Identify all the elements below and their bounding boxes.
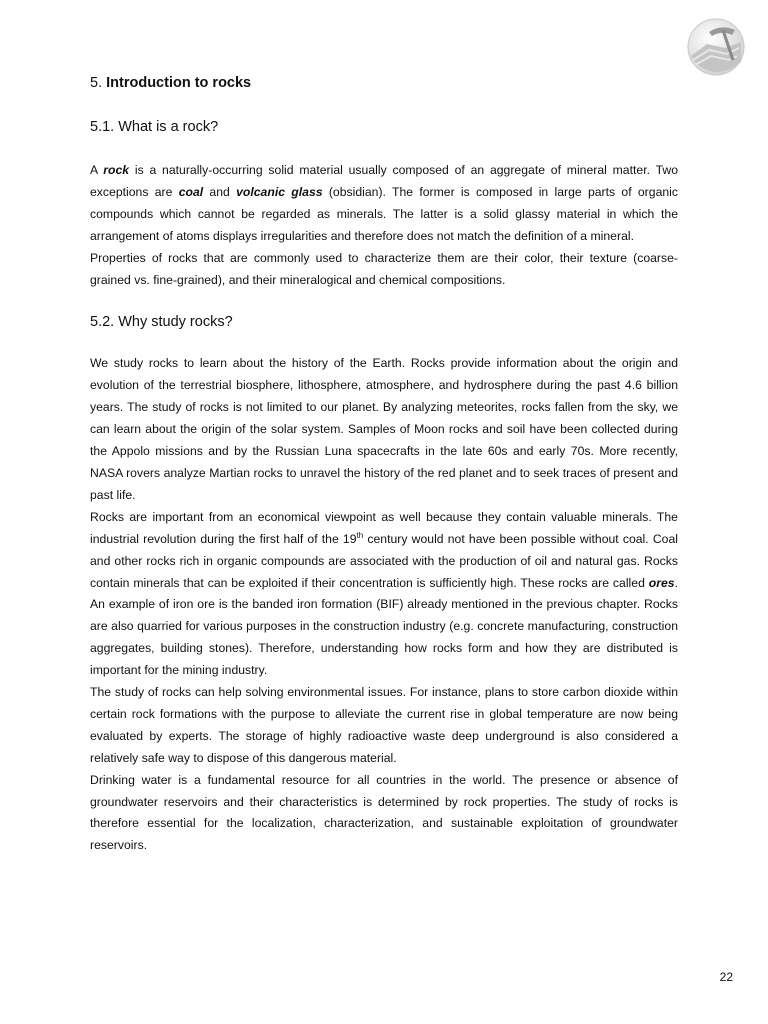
page-content — [90, 72, 678, 857]
paragraph-rock-definition: A rock is a naturally-occurring solid material usually composed of an aggregate of mineral matter. Two exceptions are coal and volcanic glass (obsidian). The former is composed in large parts of organic compounds which cannot be regarded as minerals. The latter is a solid glassy material in which the arrangement of atoms displays irregularities and therefore does not match the definition of a mineral. — [90, 163, 679, 243]
section-5-1-heading: 5.1. What is a rock? — [90, 119, 219, 135]
term-volcanic-glass: volcanic glass — [236, 184, 323, 199]
term-rock: rock — [103, 163, 130, 177]
term-coal: coal — [178, 184, 204, 199]
paragraph-economic: Rocks are important from an economical viewpoint as well because they contain valuable minerals. The industrial revolution during the first half of the 19th century would not have been possible without coal. Coal and other rocks rich in organic compounds are associated with the production of oil and natural gas. Rocks contain minerals that can be exploited if their concentration is sufficiently high. These rocks are called ores. An example of iron ore is the banded iron formation (BIF) already mentioned in the previous chapter. Rocks are also quarried for various purposes in the construction industry (e.g. concrete manufacturing, construction aggregates, building stones). Therefore, understanding how rocks form and how they are distributed is important for the mining industry. — [90, 509, 678, 678]
page-number: 22 — [719, 970, 733, 984]
chapter-title: Introduction to rocks — [106, 75, 252, 91]
section-5-2-heading: 5.2. Why study rocks? — [90, 314, 233, 331]
superscript-th: th — [356, 530, 364, 540]
paragraph-groundwater: Drinking water is a fundamental resource for all countries in the world. The presence or absence of groundwater reservoirs and their characteristics is determined by rock properties. The study of rocks is therefore essential for the localization, characterization, and sustainable exploitation of groundwater reservoirs. — [90, 772, 678, 853]
paragraph-environment: The study of rocks can help solving environmental issues. For instance, plans to store carbon dioxide within certain rock formations with the purpose to alleviate the current rise in global temperature are now being evaluated by experts. The storage of highly radioactive waste deep underground is also considered a relatively safe way to dispose of this dangerous material. — [90, 685, 678, 765]
term-ores: ores — [648, 575, 675, 590]
chapter-number: 5. — [90, 75, 103, 91]
rock-hammer-logo-icon — [685, 18, 747, 76]
paragraph-rock-properties: Properties of rocks that are commonly used to characterize them are their color, their texture (coarse-grained vs. fine-grained), and their mineralogical and chemical compositions. — [90, 250, 678, 287]
chapter-heading — [90, 72, 678, 94]
paragraph-earth-history: We study rocks to learn about the history of the Earth. Rocks provide information about the origin and evolution of the terrestrial biosphere, lithosphere, atmosphere, and hydrosphere during the past 4.6 billion years. The study of rocks is not limited to our planet. By analyzing meteorites, rocks fallen from the sky, we can learn about the origin of the solar system. Samples of Moon rocks and soil have been collected during the Appolo missions and by the Russian Luna spacecrafts in the late 60s and early 70s. More recently, NASA rovers analyze Martian rocks to unravel the history of the red planet and to seek traces of present and past life. — [90, 356, 678, 502]
